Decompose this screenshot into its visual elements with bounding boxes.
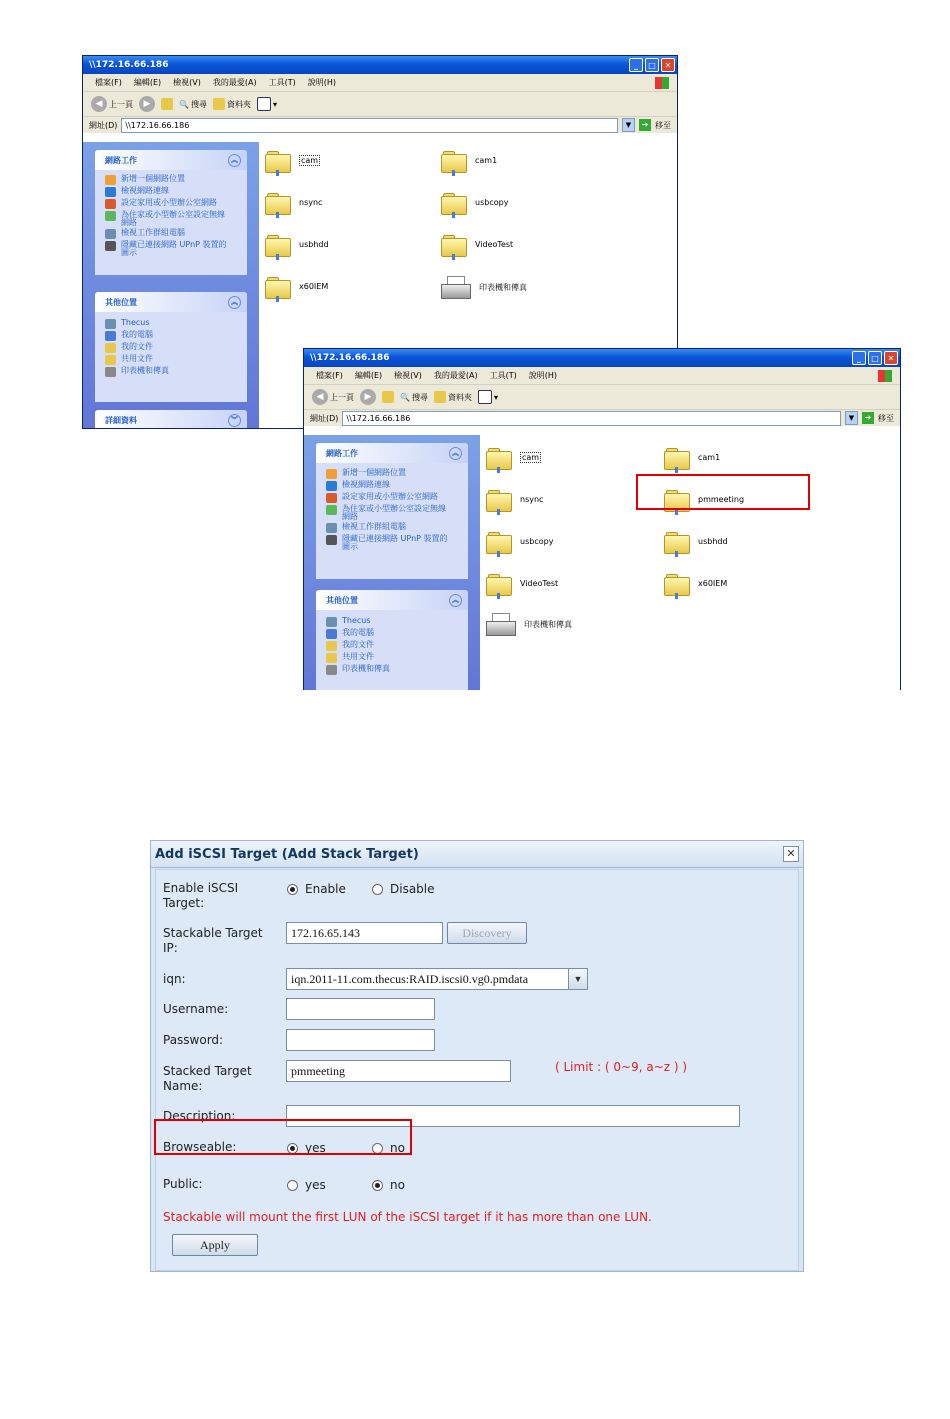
task-add-network-place[interactable]: 新增一個網路位置: [316, 468, 468, 480]
share-folder[interactable]: x60IEM: [265, 274, 328, 298]
window-1-toolbar: [83, 92, 677, 117]
share-folder[interactable]: nsync: [265, 190, 322, 214]
browseable-no-radio[interactable]: no: [372, 1141, 405, 1155]
browseable-yes-radio[interactable]: yes: [287, 1141, 326, 1155]
back-arrow-icon: ◀: [91, 96, 107, 112]
menu-file[interactable]: 檔案(F): [316, 371, 343, 380]
go-label[interactable]: 移至: [878, 413, 894, 423]
folders-label: 資料夾: [447, 392, 472, 402]
share-folder[interactable]: VideoTest: [486, 571, 558, 595]
network-folder-icon: [441, 190, 467, 214]
task-view-workgroup[interactable]: 檢視工作群組電腦: [316, 522, 468, 534]
go-arrow-icon[interactable]: ➔: [639, 119, 651, 131]
network-folder-icon: [486, 445, 512, 469]
other-places-panel: [316, 590, 468, 690]
share-folder[interactable]: cam1: [664, 445, 720, 469]
window-1-title: \\172.16.66.186: [89, 60, 169, 70]
windows-logo-icon: [655, 77, 669, 89]
iqn-label: iqn:: [163, 972, 186, 986]
network-folder-icon: [441, 148, 467, 172]
place-thecus[interactable]: Thecus: [95, 318, 247, 330]
folders-button[interactable]: [434, 391, 472, 403]
username-label: Username:: [163, 1002, 229, 1016]
address-label: 網址(D): [310, 413, 339, 423]
network-folder-icon: [265, 190, 291, 214]
address-value: \\172.16.66.186: [125, 120, 190, 130]
details-panel: [95, 410, 247, 429]
maximize-icon[interactable]: □: [645, 58, 659, 72]
task-setup-wireless[interactable]: 為住家或小型辦公室設定無線網路: [95, 210, 247, 228]
back-button[interactable]: [91, 96, 133, 112]
place-shared-documents[interactable]: 共用文件: [95, 354, 247, 366]
task-add-network-place[interactable]: 新增一個網路位置: [95, 174, 247, 186]
radio-selected-icon: [287, 884, 298, 895]
address-input[interactable]: [342, 411, 841, 426]
back-button[interactable]: [312, 389, 354, 405]
collapse-icon[interactable]: ︽: [228, 296, 241, 309]
menu-favorites[interactable]: 我的最愛(A): [212, 78, 257, 87]
address-dropdown-icon[interactable]: ▼: [622, 118, 635, 132]
network-folder-icon: [441, 232, 467, 256]
go-arrow-icon[interactable]: ➔: [862, 412, 874, 424]
search-button[interactable]: [400, 392, 428, 403]
address-input[interactable]: [121, 118, 618, 133]
address-bar: [304, 410, 900, 426]
dialog-title: Add iSCSI Target (Add Stack Target): [155, 846, 419, 862]
share-folder[interactable]: cam: [486, 445, 541, 469]
back-label: 上一頁: [109, 99, 133, 109]
network-tasks-panel: [316, 443, 468, 579]
windows-logo-icon: [878, 370, 892, 382]
task-hide-upnp[interactable]: 隱藏已連接網路 UPnP 裝置的圖示: [316, 534, 468, 552]
folders-icon: [213, 98, 225, 110]
menu-view[interactable]: 檢視(V): [394, 371, 422, 380]
place-my-computer[interactable]: 我的電腦: [316, 628, 468, 640]
window-2-menubar: [304, 367, 900, 385]
task-setup-wireless[interactable]: 為住家或小型辦公室設定無線網路: [316, 504, 468, 522]
share-folder[interactable]: usbcopy: [486, 529, 553, 553]
window-1-titlebar[interactable]: [83, 56, 677, 74]
network-folder-icon: [486, 571, 512, 595]
place-my-documents[interactable]: 我的文件: [316, 640, 468, 652]
public-label: Public:: [163, 1177, 203, 1191]
place-thecus[interactable]: Thecus: [316, 616, 468, 628]
go-label[interactable]: 移至: [655, 120, 671, 130]
close-icon[interactable]: ✕: [783, 846, 799, 862]
views-button[interactable]: ▾: [257, 97, 277, 111]
menu-favorites[interactable]: 我的最愛(A): [433, 371, 478, 380]
menu-tools[interactable]: 工具(T): [268, 78, 296, 87]
place-printers[interactable]: 印表機和傳真: [95, 366, 247, 378]
radio-unselected-icon: [372, 884, 383, 895]
printers-folder[interactable]: 印表機和傳真: [439, 274, 527, 300]
network-folder-icon: [265, 148, 291, 172]
ip-input[interactable]: 172.16.65.143: [286, 922, 443, 944]
search-label: 搜尋: [411, 392, 428, 402]
description-label: Description:: [163, 1109, 236, 1123]
window-1-menubar: [83, 74, 677, 92]
radio-selected-icon: [372, 1180, 383, 1191]
ip-label: Stackable Target IP:: [163, 926, 263, 955]
password-input[interactable]: [286, 1029, 435, 1051]
share-folder[interactable]: usbhdd: [265, 232, 329, 256]
explorer-window-2: [303, 348, 901, 690]
task-view-connections[interactable]: 檢視網路連線: [95, 186, 247, 198]
share-folder[interactable]: VideoTest: [441, 232, 513, 256]
iqn-value: iqn.2011-11.com.thecus:RAID.iscsi0.vg0.pmdata: [291, 972, 529, 986]
network-tasks-panel: [95, 150, 247, 275]
search-label: 搜尋: [190, 99, 207, 109]
share-folder[interactable]: cam1: [441, 148, 497, 172]
printers-folder[interactable]: 印表機和傳真: [484, 611, 572, 637]
network-folder-icon: [664, 571, 690, 595]
task-pane: [83, 142, 259, 429]
back-label: 上一頁: [330, 392, 354, 402]
address-value: \\172.16.66.186: [346, 413, 411, 423]
up-folder-icon[interactable]: [161, 98, 173, 110]
other-places-panel: [95, 292, 247, 402]
collapse-icon[interactable]: ︽: [449, 594, 462, 607]
username-input[interactable]: [286, 998, 435, 1020]
network-folder-icon: [664, 445, 690, 469]
share-folder[interactable]: usbhdd: [664, 529, 728, 553]
window-2-titlebar[interactable]: [304, 349, 900, 367]
network-tasks-header[interactable]: 網路工作 ︽: [95, 150, 247, 170]
highlight-browseable: [154, 1119, 412, 1155]
back-arrow-icon: ◀: [312, 389, 328, 405]
share-folder[interactable]: cam: [265, 148, 320, 172]
maximize-icon[interactable]: □: [868, 351, 882, 365]
network-folder-icon: [486, 487, 512, 511]
enable-label: Enable iSCSI Target:: [163, 881, 239, 910]
place-my-documents[interactable]: 我的文件: [95, 342, 247, 354]
menu-view[interactable]: 檢視(V): [173, 78, 201, 87]
stack-warning: Stackable will mount the first LUN of the iSCSI target if it has more than one LUN.: [163, 1210, 652, 1224]
dialog-body: [155, 869, 799, 1271]
enable-radio[interactable]: Enable: [287, 882, 346, 896]
address-bar: [83, 117, 677, 133]
minimize-icon[interactable]: _: [852, 351, 866, 365]
details-header[interactable]: 詳細資料 ︾: [95, 410, 247, 429]
chevron-down-icon[interactable]: ▼: [568, 969, 587, 989]
other-places-header[interactable]: 其他位置 ︽: [316, 590, 468, 610]
network-tasks-header[interactable]: 網路工作 ︽: [316, 443, 468, 463]
collapse-icon[interactable]: ︽: [228, 154, 241, 167]
close-icon[interactable]: ✕: [661, 58, 675, 72]
iqn-select[interactable]: [286, 968, 588, 990]
highlight-pmmeeting: [636, 474, 810, 510]
address-label: 網址(D): [89, 120, 118, 130]
apply-button[interactable]: Apply: [172, 1234, 258, 1256]
views-icon: [478, 390, 492, 404]
folders-label: 資料夾: [226, 99, 251, 109]
share-folder[interactable]: usbcopy: [441, 190, 508, 214]
forward-button[interactable]: ▶: [360, 389, 376, 405]
disable-radio[interactable]: Disable: [372, 882, 435, 896]
search-icon: 🔍: [179, 99, 189, 109]
search-icon: 🔍: [400, 392, 410, 402]
place-my-computer[interactable]: 我的電腦: [95, 330, 247, 342]
stacked-name-label: Stacked Target Name:: [163, 1064, 252, 1093]
folders-icon: [434, 391, 446, 403]
stacked-name-input[interactable]: pmmeeting: [286, 1060, 511, 1082]
share-folder-pmmeeting[interactable]: pmmeeting: [664, 487, 744, 511]
window-2-toolbar: [304, 385, 900, 410]
views-icon: [257, 97, 271, 111]
task-view-workgroup[interactable]: 檢視工作群組電腦: [95, 228, 247, 240]
add-iscsi-target-dialog: [150, 840, 804, 1272]
radio-unselected-icon: [287, 1180, 298, 1191]
share-folder[interactable]: nsync: [486, 487, 543, 511]
dialog-header: [151, 841, 803, 868]
menu-edit[interactable]: 編輯(E): [133, 78, 162, 87]
discovery-button[interactable]: Discovery: [447, 922, 527, 944]
public-yes-radio[interactable]: yes: [287, 1178, 326, 1192]
minimize-icon[interactable]: _: [629, 58, 643, 72]
close-icon[interactable]: ✕: [884, 351, 898, 365]
public-no-radio[interactable]: no: [372, 1178, 405, 1192]
printer-icon: [439, 274, 471, 300]
place-printers[interactable]: 印表機和傳真: [316, 664, 468, 676]
task-setup-home-network[interactable]: 設定家用或小型辦公室網路: [95, 198, 247, 210]
other-places-header[interactable]: 其他位置 ︽: [95, 292, 247, 312]
browseable-label: Browseable:: [163, 1140, 237, 1154]
task-view-connections[interactable]: 檢視網路連線: [316, 480, 468, 492]
network-folder-icon: [664, 529, 690, 553]
address-dropdown-icon[interactable]: ▼: [845, 411, 858, 425]
network-folder-icon: [486, 529, 512, 553]
limit-hint: ( Limit : ( 0~9, a~z ) ): [555, 1060, 688, 1074]
menu-file[interactable]: 檔案(F): [95, 78, 122, 87]
collapse-icon[interactable]: ︽: [449, 447, 462, 460]
password-label: Password:: [163, 1033, 224, 1047]
menu-help[interactable]: 說明(H): [307, 78, 336, 87]
menu-tools[interactable]: 工具(T): [489, 371, 517, 380]
task-pane: [304, 435, 480, 690]
menu-edit[interactable]: 編輯(E): [354, 371, 383, 380]
window-2-title: \\172.16.66.186: [310, 353, 390, 363]
network-folder-icon: [265, 274, 291, 298]
folders-button[interactable]: [213, 98, 251, 110]
task-setup-home-network[interactable]: 設定家用或小型辦公室網路: [316, 492, 468, 504]
up-folder-icon[interactable]: [382, 391, 394, 403]
share-folder[interactable]: x60IEM: [664, 571, 727, 595]
expand-icon[interactable]: ︾: [228, 414, 241, 427]
search-button[interactable]: [179, 99, 207, 110]
task-hide-upnp[interactable]: 隱藏已連接網路 UPnP 裝置的圖示: [95, 240, 247, 258]
forward-button[interactable]: ▶: [139, 96, 155, 112]
printer-icon: [484, 611, 516, 637]
place-shared-documents[interactable]: 共用文件: [316, 652, 468, 664]
menu-help[interactable]: 說明(H): [528, 371, 557, 380]
views-button[interactable]: ▾: [478, 390, 498, 404]
network-folder-icon: [265, 232, 291, 256]
